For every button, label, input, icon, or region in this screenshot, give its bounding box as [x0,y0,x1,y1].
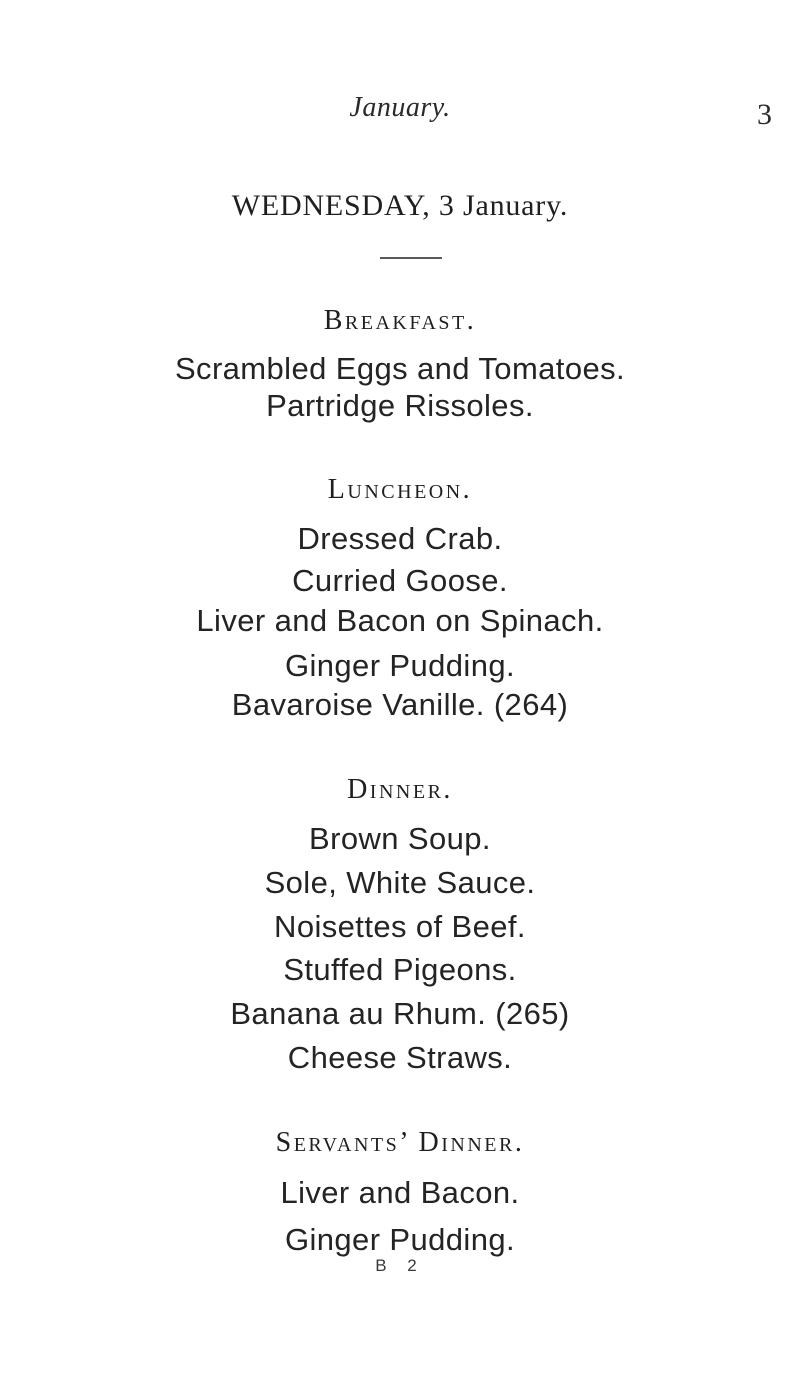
servants-dinner-item: Liver and Bacon. [280,1175,520,1210]
day-title: WEDNESDAY, 3 January. [231,189,569,222]
servants-dinner-heading: Servants’ Dinner. [275,1127,525,1158]
page-number: 3 [757,98,772,131]
dinner-item: Noisettes of Beef. [274,909,526,944]
luncheon-item: Curried Goose. [292,563,508,598]
breakfast-heading: Breakfast. [323,305,477,336]
luncheon-item: Bavaroise Vanille. (264) [231,687,569,722]
luncheon-heading: Luncheon. [327,474,473,505]
dinner-heading: Dinner. [347,774,453,805]
dinner-item: Brown Soup. [309,821,491,856]
breakfast-item: Scrambled Eggs and Tomatoes. [174,351,626,386]
dinner-item: Cheese Straws. [287,1040,513,1075]
luncheon-item: Ginger Pudding. [284,648,516,683]
dinner-item: Sole, White Sauce. [264,865,536,900]
breakfast-item: Partridge Rissoles. [266,388,534,423]
luncheon-item: Liver and Bacon on Spinach. [196,603,604,638]
servants-dinner-item: Ginger Pudding. [284,1222,516,1257]
title-divider-rule [380,257,442,259]
luncheon-item: Dressed Crab. [297,521,503,556]
dinner-item: Stuffed Pigeons. [283,952,517,987]
dinner-item: Banana au Rhum. (265) [230,996,570,1031]
printer-signature-mark: B 2 [375,1256,425,1275]
running-head: January. [349,92,451,123]
